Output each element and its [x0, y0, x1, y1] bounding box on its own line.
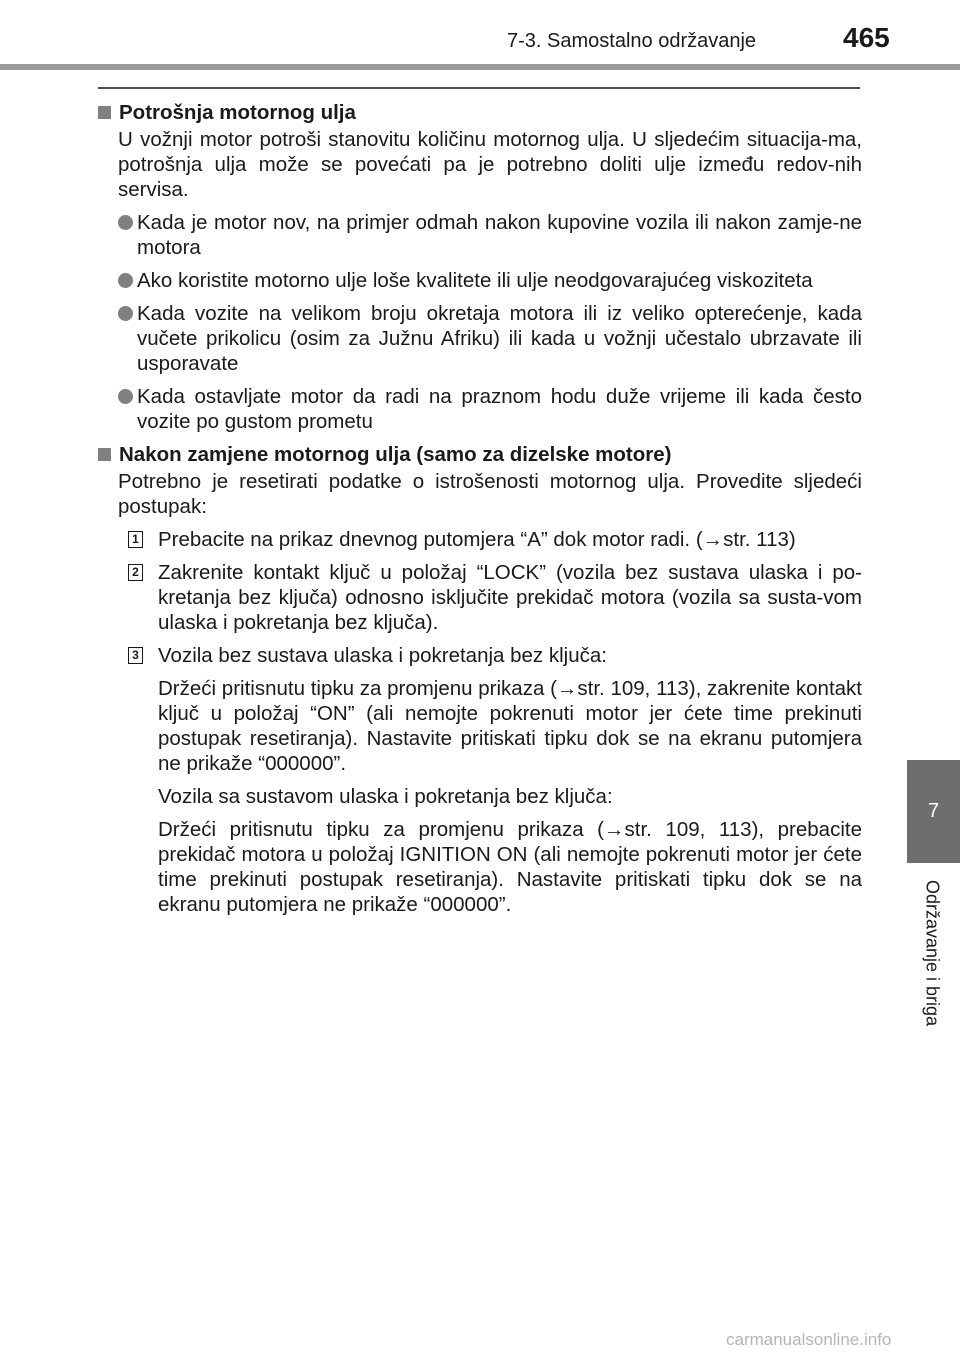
- section-heading: [98, 442, 862, 467]
- list-item-text: Kada je motor nov, na primjer odmah nakon kupovine vozila ili nakon zamje-ne motora: [137, 211, 862, 259]
- list-item: [118, 210, 862, 260]
- watermark: carmanualsonline.info: [726, 1330, 892, 1349]
- circle-bullet-icon: [118, 215, 133, 230]
- circle-bullet-icon: [118, 306, 133, 321]
- list-item-text: Kada vozite na velikom broju okretaja motora ili iz veliko opterećenje, kada vučete prikolicu (osim za Južnu Afriku) ili kada u vožnji učestalo ubrzavate ili usporavate: [137, 302, 862, 375]
- step-text: Prebacite na prikaz dnevnog putomjera “A” dok motor radi. (→str. 113): [158, 528, 796, 551]
- step-text: Vozila bez sustava ulaska i pokretanja bez ključa:: [158, 644, 607, 667]
- page-header: [0, 0, 960, 64]
- step-number: 3: [128, 647, 143, 664]
- circle-bullet-icon: [118, 389, 133, 404]
- list-item: [118, 301, 862, 376]
- circle-bullet-icon: [118, 273, 133, 288]
- list-item: [118, 268, 862, 293]
- step-number: 2: [128, 564, 143, 581]
- header-strip: [0, 64, 960, 70]
- list-item-text: Kada ostavljate motor da radi na praznom hodu duže vrijeme ili kada često vozite po gustom prometu: [137, 385, 862, 433]
- square-bullet-icon: [98, 106, 111, 119]
- step-item: [128, 643, 862, 668]
- step-detail: Držeći pritisnutu tipku za promjenu prikaza (→str. 109, 113), prebacite prekidač motora u položaj IGNITION ON (ali nemojte pokrenuti motor jer ćete time prekinuti postupak resetiranja). Nastavite pritiskati tipku dok se na ekranu putomjera ne prikaže “000000”.: [158, 818, 862, 916]
- chapter-tab: 7: [907, 760, 960, 863]
- section-intro: U vožnji motor potroši stanovitu količinu motornog ulja. U sljedećim situacija-ma, potrošnja ulja može se povećati pa je potrebno doliti ulje između redov-nih servisa.: [118, 128, 862, 201]
- list-item: [118, 384, 862, 434]
- header-divider: [98, 87, 860, 89]
- section-heading-text: Potrošnja motornog ulja: [119, 101, 356, 124]
- chapter-tab-label: Održavanje i briga: [922, 880, 943, 1027]
- square-bullet-icon: [98, 448, 111, 461]
- step-number: 1: [128, 531, 143, 548]
- step-text: Zakrenite kontakt ključ u položaj “LOCK” (vozila bez sustava ulaska i po-kretanja bez ključa) odnosno isključite prekidač motora (vozila sa susta-vom ulaska i pokretanja bez ključa).: [158, 561, 862, 634]
- step-detail: Držeći pritisnutu tipku za promjenu prikaza (→str. 109, 113), zakrenite kontakt ključ u položaj “ON” (ali nemojte pokrenuti motor jer ćete time prekinuti postupak resetiranja). Nastavite pritiskati tipku dok se na ekranu putomjera ne prikaže “000000”.: [158, 677, 862, 775]
- section-heading: [98, 100, 862, 125]
- section-title: 7-3. Samostalno održavanje: [507, 30, 757, 52]
- step-detail: Vozila sa sustavom ulaska i pokretanja bez ključa:: [158, 785, 613, 808]
- page-content: [98, 96, 862, 917]
- section-intro: Potrebno je resetirati podatke o istrošenosti motornog ulja. Provedite sljedeći postupak:: [118, 470, 862, 518]
- list-item-text: Ako koristite motorno ulje loše kvalitete ili ulje neodgovarajućeg viskoziteta: [137, 269, 813, 292]
- step-item: [128, 560, 862, 635]
- page-number: 465: [843, 22, 890, 53]
- step-item: [128, 527, 862, 552]
- section-heading-text: Nakon zamjene motornog ulja (samo za dizelske motore): [119, 443, 672, 466]
